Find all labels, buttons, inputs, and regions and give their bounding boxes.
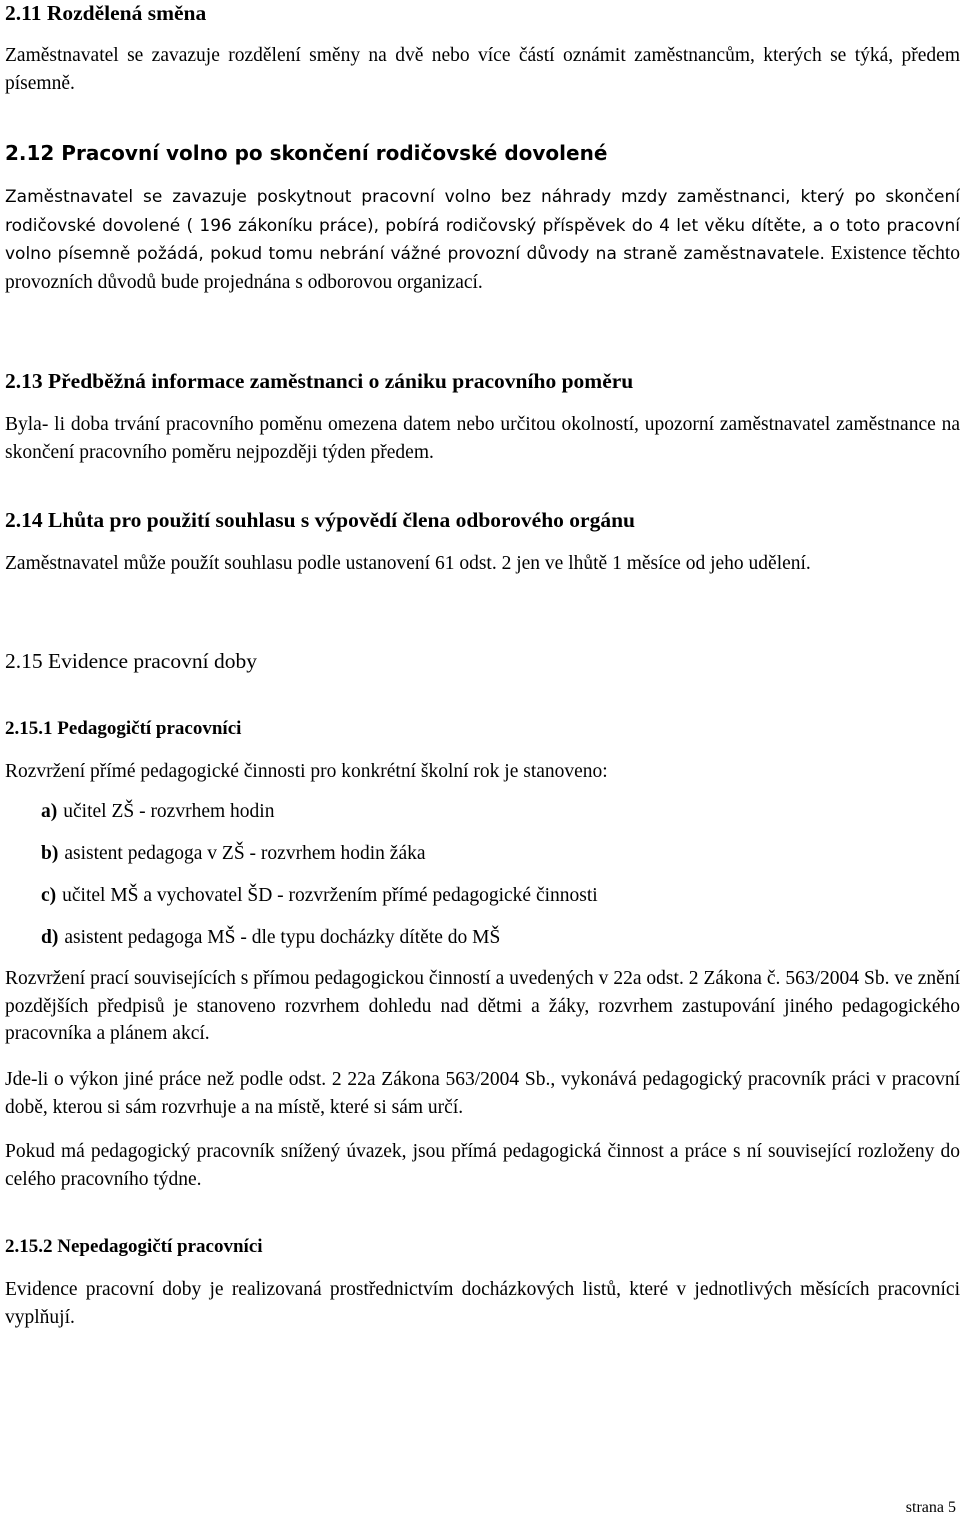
page-number: strana 5 (905, 1499, 956, 1516)
list-text: učitel MŠ a vychovatel ŠD - rozvržením přímé pedagogické činnosti (62, 885, 598, 906)
paragraph: Rozvržení prací souvisejících s přímou pedagogickou činností a uvedených v 22a odst. 2 Zákona č. 563/2004 Sb. ve znění pozdějších předpisů je stanoveno rozvrhem dohledu nad dětmi a žáky, rozvrhem zastupování jiného pedagogického pracovníka a plánem akcí. (5, 968, 960, 1044)
section-2-14 (5, 507, 960, 578)
paragraph: Jde-li o výkon jiné práce než podle odst. 2 22a Zákona 563/2004 Sb., vykonává pedagogický pracovník práci v pracovní době, kterou si sám rozvrhuje a na místě, které si sám určí. (5, 1069, 960, 1118)
list-marker: d) (41, 927, 59, 948)
subsection-heading: 2.15.1 Pedagogičtí pracovníci (5, 718, 242, 739)
list-text: asistent pedagoga v ZŠ - rozvrhem hodin žáka (64, 843, 426, 864)
section-heading: 2.12 Pracovní volno po skončení rodičovské dovolené (5, 141, 608, 165)
section-heading: 2.13 Předběžná informace zaměstnanci o zániku pracovního poměru (5, 369, 634, 393)
list-item (41, 798, 274, 825)
list-item (41, 882, 598, 909)
paragraph (5, 183, 960, 296)
paragraph: Rozvržení přímé pedagogické činnosti pro konkrétní školní rok je stanoveno: (5, 761, 608, 782)
section-2-15 (5, 648, 960, 675)
paragraph: Zaměstnavatel se zavazuje rozdělení směny na dvě nebo více částí oznámit zaměstnancům, kterých se týká, předem písemně. (5, 45, 960, 94)
section-2-12 (5, 140, 960, 296)
section-2-11 (5, 0, 960, 97)
paragraph: Byla- li doba trvání pracovního poměnu omezena datem nebo určitou okolností, upozorní zaměstnavatel zaměstnance na skončení pracovního poměru nejpozději týden předem. (5, 414, 960, 463)
subsection-2-15-1 (5, 716, 960, 786)
paragraph-part: Existence těchto provozních důvodů bude projednána s odborovou organizací. (5, 243, 960, 293)
section-heading: 2.15 Evidence pracovní doby (5, 649, 257, 673)
paragraph-block (5, 965, 960, 1048)
subsection-heading: 2.15.2 Nepedagogičtí pracovníci (5, 1236, 263, 1257)
paragraph: Pokud má pedagogický pracovník snížený úvazek, jsou přímá pedagogická činnost a práce s ní související rozloženy do celého pracovního týdne. (5, 1141, 960, 1190)
list-item (41, 840, 426, 867)
paragraph-block (5, 1066, 960, 1121)
paragraph-part: Zaměstnavatel se zavazuje poskytnout pracovní volno bez náhrady mzdy zaměstnanci, který po skončení rodičovské dovolené ( 196 zákoníku práce), pobírá rodičovský příspěvek do 4 let věku dítěte, a o toto pracovní volno písemně požádá, pokud tomu nebrání vážné provozní důvody na straně zaměstnavatele. (5, 187, 960, 264)
section-2-13 (5, 368, 960, 466)
list-marker: b) (41, 843, 59, 864)
paragraph: Evidence pracovní doby je realizovaná prostřednictvím docházkových listů, které v jednotlivých měsících pracovníci vyplňují. (5, 1279, 960, 1328)
list-text: učitel ZŠ - rozvrhem hodin (63, 801, 275, 822)
subsection-2-15-2 (5, 1234, 960, 1331)
list-marker: a) (41, 801, 58, 822)
section-heading: 2.14 Lhůta pro použití souhlasu s výpovědí člena odborového orgánu (5, 508, 636, 532)
list-item (41, 924, 500, 951)
list-text: asistent pedagoga MŠ - dle typu docházky dítěte do MŠ (64, 927, 501, 948)
paragraph-block (5, 1138, 960, 1193)
section-heading: 2.11 Rozdělená směna (5, 1, 207, 25)
list-marker: c) (41, 885, 57, 906)
paragraph: Zaměstnavatel může použít souhlasu podle ustanovení 61 odst. 2 jen ve lhůtě 1 měsíce od jeho udělení. (5, 553, 811, 574)
